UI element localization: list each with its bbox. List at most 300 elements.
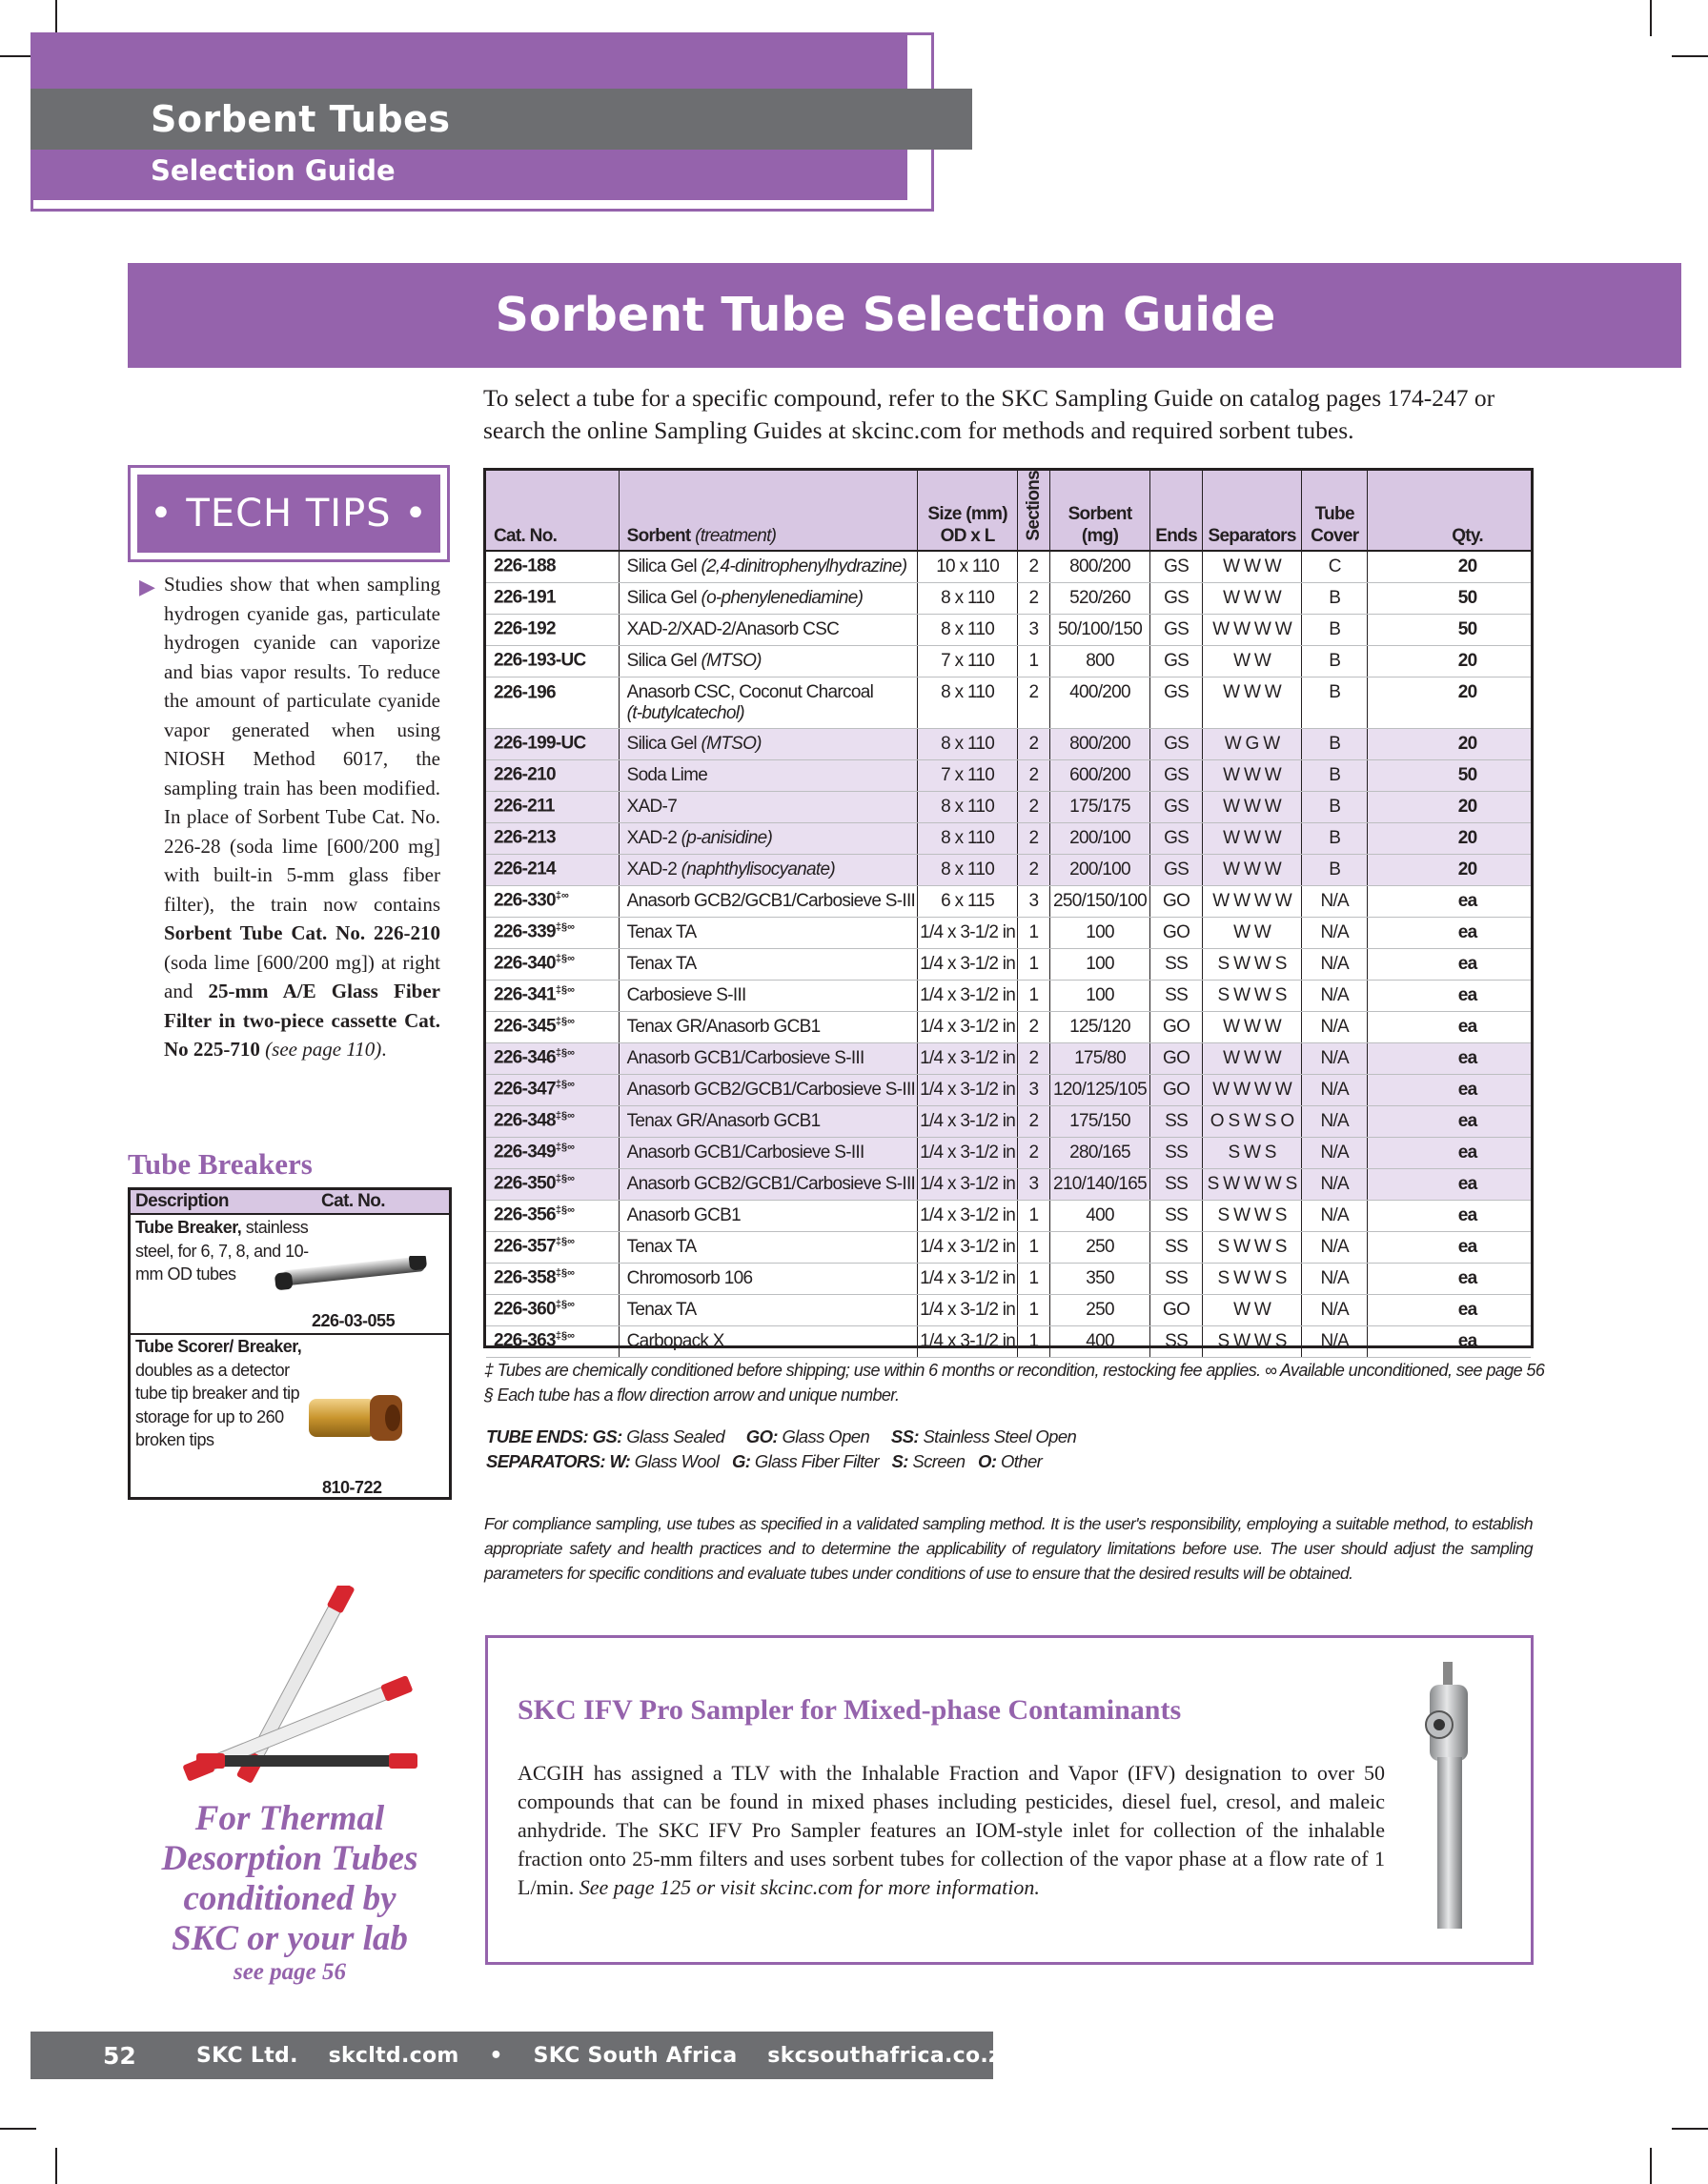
cat-no-cell [486, 822, 619, 854]
table-row [486, 614, 1531, 645]
cat-no: 226-357 [494, 1236, 556, 1257]
sorbent-treatment: (o-phenylenediamine) [701, 587, 864, 608]
qty: ea [1457, 1236, 1477, 1257]
tube-cover: N/A [1320, 1204, 1350, 1225]
cat-no: 226-192 [494, 618, 556, 639]
qty: ea [1457, 921, 1477, 942]
sections-cell [1018, 645, 1050, 677]
header-separators: Separators [1202, 471, 1302, 551]
qty: ea [1457, 1330, 1477, 1351]
sorbent-cell [619, 822, 918, 854]
thermal-page-ref: see page 56 [233, 1959, 347, 1985]
sorbent-name: Anasorb GCB1/Carbosieve S-III [626, 1142, 864, 1163]
sorbent-name: Carbosieve S-III [626, 984, 746, 1005]
sorbent-name: Anasorb CSC, Coconut Charcoal [626, 681, 874, 702]
cat-no: 226-347 [494, 1079, 556, 1100]
sections: 3 [1028, 1079, 1039, 1100]
cat-no: 226-358 [494, 1267, 556, 1288]
sections: 1 [1028, 984, 1039, 1005]
ifv-sampler-image [1420, 1662, 1477, 1934]
ifv-page-ref: See page 125 or visit skcinc.com for more information. [579, 1875, 1040, 1899]
ends: GO [1163, 1047, 1190, 1068]
cat-no-cell [486, 1200, 619, 1231]
item-desc: doubles as a detector tube tip breaker and tip storage for up to 260 broken tips [135, 1360, 300, 1449]
separators-cell [1202, 728, 1302, 759]
separators-cell [1202, 1168, 1302, 1200]
sorbent-cell [619, 614, 918, 645]
size: 8 x 110 [941, 859, 995, 880]
thermal-desorption-tubes-image [162, 1586, 438, 1786]
table-row [486, 1042, 1531, 1074]
table-row [486, 822, 1531, 854]
tube-cover-cell [1302, 582, 1368, 614]
ends: GS [1164, 733, 1190, 754]
separators: O S W S O [1210, 1110, 1294, 1131]
cat-no-cell [486, 645, 619, 677]
sorbent-mg-cell [1049, 917, 1150, 948]
size: 7 x 110 [941, 764, 995, 785]
header-ends: Ends [1150, 471, 1202, 551]
tip-text: Studies show that when sampling hydrogen cyanide gas, particulate hydrogen cyanide can vaporize and bias vapor results. To reduce the amount of particulate cyanide vapor generated when using NIOSH Method 6017, the sampling train has been modified. In place of Sorbent Tube Cat. No. 226-28 (soda lime [600/200 mg] with built-in 5-mm glass fiber filter), the train now contains [164, 573, 440, 916]
ends: SS [1165, 1330, 1189, 1351]
sections: 1 [1028, 921, 1039, 942]
separators: S W W W S [1207, 1173, 1297, 1194]
tube-cover-cell [1302, 1042, 1368, 1074]
header-note: (treatment) [695, 525, 777, 546]
tube-cover-cell [1302, 1105, 1368, 1137]
sorbent-mg-cell [1049, 582, 1150, 614]
sections: 2 [1028, 1016, 1039, 1037]
footnote-flow-arrow: § Each tube has a flow direction arrow and unique number. [484, 1385, 900, 1405]
separators: S W W S [1217, 1236, 1287, 1257]
ends-cell [1150, 1231, 1202, 1263]
table-row [486, 854, 1531, 885]
ends-cell [1150, 1263, 1202, 1294]
cat-no-marks: ‡§∞ [555, 1016, 575, 1028]
legend-text: Glass Sealed [621, 1426, 746, 1446]
sections-cell [1018, 980, 1050, 1011]
bullet-arrow-icon: ▶ [139, 575, 155, 598]
qty: ea [1457, 1110, 1477, 1131]
cat-no-cell [486, 854, 619, 885]
sorbent-mg-cell [1049, 645, 1150, 677]
cat-no-marks: ‡§∞ [555, 1236, 575, 1248]
sorbent-cell [619, 948, 918, 980]
ends: GS [1164, 796, 1190, 817]
cat-no-marks: ‡§∞ [555, 1142, 575, 1154]
separators-cell [1202, 1200, 1302, 1231]
sorbent-name: Tenax TA [626, 953, 697, 974]
sorbent-mg-cell [1049, 948, 1150, 980]
cat-no: 226-339 [494, 921, 556, 942]
ends: GS [1164, 827, 1190, 848]
table-row [486, 1231, 1531, 1263]
sorbent-cell [619, 1042, 918, 1074]
tip-text: . [381, 1038, 387, 1061]
header-text: Cover [1311, 525, 1359, 546]
qty: 20 [1457, 650, 1477, 671]
qty-cell [1368, 614, 1531, 645]
cat-no: 226-349 [494, 1142, 556, 1163]
sorbent-name: Chromosorb 106 [626, 1267, 753, 1288]
qty-cell [1368, 582, 1531, 614]
sorbent-mg-cell [1049, 759, 1150, 791]
separators-cell [1202, 791, 1302, 822]
qty-cell [1368, 948, 1531, 980]
separators: W W W W [1212, 890, 1291, 911]
separators-cell [1202, 1263, 1302, 1294]
separators-cell [1202, 677, 1302, 728]
tube-cover: N/A [1320, 953, 1350, 974]
ends: GO [1163, 1299, 1190, 1320]
ends-cell [1150, 677, 1202, 728]
size-cell [918, 854, 1018, 885]
tube-cover-cell [1302, 551, 1368, 583]
tube-cover-cell [1302, 1200, 1368, 1231]
sorbent-cell [619, 1200, 918, 1231]
header-text: Size (mm) [927, 503, 1007, 524]
sections-cell [1018, 822, 1050, 854]
sorbent-mg: 210/140/165 [1053, 1173, 1147, 1194]
ends: GS [1164, 681, 1190, 702]
tube-cover-cell [1302, 791, 1368, 822]
size: 1/4 x 3-1/2 in [920, 1047, 1016, 1068]
qty: ea [1457, 1204, 1477, 1225]
sorbent-treatment: (t-butylcatechol) [626, 702, 744, 723]
sorbent-mg-cell [1049, 1105, 1150, 1137]
sections-cell [1018, 1042, 1050, 1074]
tube-cover: B [1329, 764, 1341, 785]
sorbent-mg: 250 [1086, 1236, 1114, 1257]
sections-cell [1018, 885, 1050, 917]
crop-mark [1650, 0, 1652, 36]
size: 8 x 110 [941, 681, 995, 702]
size: 8 x 110 [941, 796, 995, 817]
size: 1/4 x 3-1/2 in [920, 1142, 1016, 1163]
ends-cell [1150, 1294, 1202, 1325]
separators-cell [1202, 1011, 1302, 1042]
ends: GO [1163, 1079, 1190, 1100]
tube-cover-cell [1302, 885, 1368, 917]
sorbent-name: Tenax TA [626, 1236, 697, 1257]
cat-no: 226-193-UC [494, 650, 586, 671]
crop-mark [55, 2148, 57, 2184]
tube-cover: N/A [1320, 984, 1350, 1005]
separators: W W W [1223, 796, 1282, 817]
table-row [486, 1200, 1531, 1231]
size-cell [918, 759, 1018, 791]
ends: GS [1164, 650, 1190, 671]
tube-cover-cell [1302, 759, 1368, 791]
sorbent-mg: 175/150 [1069, 1110, 1130, 1131]
sections-cell [1018, 1105, 1050, 1137]
separators-cell [1202, 885, 1302, 917]
cat-no-cell [486, 1042, 619, 1074]
col-description: Description [135, 1191, 229, 1211]
table-row [486, 917, 1531, 948]
sorbent-mg: 400 [1086, 1204, 1114, 1225]
ends: SS [1165, 1110, 1189, 1131]
size-cell [918, 917, 1018, 948]
separators-cell [1202, 1231, 1302, 1263]
size-cell [918, 1137, 1018, 1168]
tube-cover-cell [1302, 1325, 1368, 1357]
sections-cell [1018, 1074, 1050, 1105]
ifv-text: ACGIH has assigned a TLV with the Inhalable Fraction and Vapor (IFV) designation to over 50 compounds that can be found in mixed phases including pesticides, diesel fuel, cresol, and maleic anhydride. The SKC IFV Pro Sampler features an IOM-style inlet for collection of the inhalable fraction onto 25-mm filters and uses sorbent tubes for collection of the vapor phase at a flow rate of 1 L/min. [518, 1761, 1385, 1899]
sorbent-cell [619, 1105, 918, 1137]
tube-cover-cell [1302, 980, 1368, 1011]
cat-no: 226-191 [494, 587, 556, 608]
footnote-conditioned: ‡ Tubes are chemically conditioned before shipping; use within 6 months or recondition, restocking fee applies. ∞ Available unconditioned, see page 56 [484, 1361, 1545, 1380]
separators-cell [1202, 1074, 1302, 1105]
sorbent-cell [619, 1137, 918, 1168]
ends-cell [1150, 917, 1202, 948]
sorbent-mg: 350 [1086, 1267, 1114, 1288]
tube-cover-cell [1302, 854, 1368, 885]
ends: GS [1164, 618, 1190, 639]
qty: ea [1457, 1047, 1477, 1068]
sorbent-name: XAD-2 [626, 859, 678, 880]
sorbent-name: Carbopack X [626, 1330, 724, 1351]
cat-no-marks: ‡§∞ [555, 1047, 575, 1060]
qty-cell [1368, 980, 1531, 1011]
cat-no-cell [486, 1294, 619, 1325]
tube-cover-cell [1302, 1168, 1368, 1200]
sorbent-mg: 280/165 [1069, 1142, 1130, 1163]
crop-mark [1672, 55, 1708, 57]
separators: W G W [1224, 733, 1280, 754]
cat-no: 226-196 [494, 681, 556, 702]
sorbent-mg-cell [1049, 1294, 1150, 1325]
tube-cover: N/A [1320, 890, 1350, 911]
ends: SS [1165, 1173, 1189, 1194]
callout-line: Desorption Tubes [161, 1839, 418, 1878]
tube-cover-cell [1302, 1011, 1368, 1042]
tip-bold-text: Sorbent Tube Cat. No. 226-210 [164, 921, 440, 944]
sorbent-name: Silica Gel [626, 650, 697, 671]
sorbent-name: Tenax GR/Anasorb GCB1 [626, 1110, 821, 1131]
sections: 1 [1028, 953, 1039, 974]
ends-cell [1150, 1168, 1202, 1200]
table-row [486, 948, 1531, 980]
separators: W W W [1223, 827, 1282, 848]
sorbent-mg: 200/100 [1069, 827, 1130, 848]
sorbent-mg-cell [1049, 1168, 1150, 1200]
separators-legend [486, 1451, 1042, 1472]
sections: 2 [1028, 587, 1039, 608]
cat-no-marks: ‡∞ [555, 890, 569, 902]
header-text: (mg) [1081, 525, 1119, 546]
table-row [486, 791, 1531, 822]
qty-cell [1368, 822, 1531, 854]
table-row [486, 1325, 1531, 1357]
qty-cell [1368, 1105, 1531, 1137]
sorbent-mg: 100 [1086, 953, 1114, 974]
tube-cover: N/A [1320, 1110, 1350, 1131]
cat-no: 226-214 [494, 859, 556, 880]
sections: 3 [1028, 890, 1039, 911]
sorbent-cell [619, 980, 918, 1011]
cat-no: 226-360 [494, 1299, 556, 1320]
tube-cover-cell [1302, 917, 1368, 948]
tube-cover: N/A [1320, 921, 1350, 942]
table-row [486, 582, 1531, 614]
size-cell [918, 822, 1018, 854]
separators: W W W [1223, 764, 1282, 785]
separators-cell [1202, 854, 1302, 885]
table-row [486, 1074, 1531, 1105]
separators: S W W S [1217, 1204, 1287, 1225]
table-row [486, 1294, 1531, 1325]
separators-cell [1202, 759, 1302, 791]
sections: 2 [1028, 1142, 1039, 1163]
sections-cell [1018, 1294, 1050, 1325]
tube-cover-cell [1302, 948, 1368, 980]
size-cell [918, 1074, 1018, 1105]
qty-cell [1368, 1011, 1531, 1042]
qty-cell [1368, 885, 1531, 917]
sections: 2 [1028, 733, 1039, 754]
crop-mark [55, 0, 57, 36]
cat-no-marks: ‡§∞ [555, 1267, 575, 1280]
sorbent-mg: 400 [1086, 1330, 1114, 1351]
qty: ea [1457, 890, 1477, 911]
separators: W W [1233, 650, 1271, 671]
sorbent-mg-cell [1049, 1200, 1150, 1231]
cat-no-marks: ‡§∞ [555, 1299, 575, 1311]
header-size [918, 471, 1018, 551]
footer-contact: SKC Ltd. skcltd.com • SKC South Africa skcsouthafrica.co.za [196, 2044, 1016, 2068]
ends-cell [1150, 885, 1202, 917]
sorbent-cell [619, 1074, 918, 1105]
table-row [486, 1105, 1531, 1137]
tube-cover-cell [1302, 1074, 1368, 1105]
sorbent-mg: 175/80 [1074, 1047, 1126, 1068]
sorbent-cell [619, 1263, 918, 1294]
legend-text: Screen [907, 1451, 979, 1471]
table-row [486, 645, 1531, 677]
separators: W W W [1223, 587, 1282, 608]
size-cell [918, 728, 1018, 759]
sorbent-mg-cell [1049, 1325, 1150, 1357]
qty-cell [1368, 1200, 1531, 1231]
size: 1/4 x 3-1/2 in [920, 1267, 1016, 1288]
separators: S W W S [1217, 1330, 1287, 1351]
legend-label: GO: [745, 1426, 778, 1446]
crop-mark [1672, 2128, 1708, 2130]
ends: GO [1163, 1016, 1190, 1037]
ends: SS [1165, 1236, 1189, 1257]
sorbent-mg-cell [1049, 980, 1150, 1011]
ends: GS [1164, 859, 1190, 880]
sections: 1 [1028, 1236, 1039, 1257]
ends: GO [1163, 921, 1190, 942]
size: 7 x 110 [941, 650, 995, 671]
sections-cell [1018, 1200, 1050, 1231]
separators: S W W S [1217, 953, 1287, 974]
qty-cell [1368, 1042, 1531, 1074]
sorbent-cell [619, 645, 918, 677]
sorbent-cell [619, 917, 918, 948]
cat-no-cell [486, 1231, 619, 1263]
sorbent-mg: 100 [1086, 921, 1114, 942]
separators-cell [1202, 1137, 1302, 1168]
size: 1/4 x 3-1/2 in [920, 1204, 1016, 1225]
qty: 20 [1457, 796, 1477, 817]
header-text: Sorbent [1068, 503, 1132, 524]
cat-no: 226-345 [494, 1016, 556, 1037]
selection-table [486, 471, 1531, 1358]
header-text: Sections [1023, 471, 1044, 541]
cat-no-cell [486, 1074, 619, 1105]
separators: W W W [1223, 556, 1282, 576]
qty-cell [1368, 1168, 1531, 1200]
separators: W W [1233, 1299, 1271, 1320]
separators-cell [1202, 948, 1302, 980]
tube-cover-cell [1302, 728, 1368, 759]
sections: 2 [1028, 827, 1039, 848]
ifv-title: SKC IFV Pro Sampler for Mixed-phase Contaminants [518, 1694, 1182, 1726]
tip-page-ref: (see page 110) [265, 1038, 382, 1061]
ends-cell [1150, 582, 1202, 614]
separators: W W W W [1212, 618, 1291, 639]
sorbent-name: XAD-7 [626, 796, 678, 817]
size-cell [918, 677, 1018, 728]
sections-cell [1018, 582, 1050, 614]
ends-cell [1150, 551, 1202, 583]
sorbent-name: XAD-2/XAD-2/Anasorb CSC [626, 618, 840, 639]
sorbent-name: XAD-2 [626, 827, 678, 848]
page-title: Sorbent Tube Selection Guide [495, 288, 1276, 342]
tube-breaker-image [271, 1256, 433, 1290]
sorbent-cell [619, 1325, 918, 1357]
sorbent-treatment: (MTSO) [701, 733, 762, 754]
cat-no: 226-356 [494, 1204, 556, 1225]
size: 1/4 x 3-1/2 in [920, 953, 1016, 974]
intro-paragraph: To select a tube for a specific compound, refer to the SKC Sampling Guide on catalog pages 174-247 or search the online Sampling Guides at skcinc.com for methods and required sorbent tubes. [483, 384, 1495, 444]
sections-cell [1018, 551, 1050, 583]
qty-cell [1368, 854, 1531, 885]
tube-cover-cell [1302, 614, 1368, 645]
ends: GS [1164, 556, 1190, 576]
cat-no: 226-350 [494, 1173, 556, 1194]
table-row [486, 551, 1531, 583]
ends-cell [1150, 948, 1202, 980]
tube-cover: B [1329, 587, 1341, 608]
ends: GS [1164, 587, 1190, 608]
separators: W W W [1223, 681, 1282, 702]
sorbent-mg-cell [1049, 854, 1150, 885]
legend-label: TUBE ENDS: GS: [486, 1426, 622, 1446]
sorbent-mg-cell [1049, 614, 1150, 645]
sorbent-mg-cell [1049, 1137, 1150, 1168]
size: 6 x 115 [941, 890, 995, 911]
cat-no-marks: ‡§∞ [555, 1110, 575, 1122]
sections: 1 [1028, 650, 1039, 671]
separators: S W S [1228, 1142, 1276, 1163]
size: 1/4 x 3-1/2 in [920, 1173, 1016, 1194]
legend-text: Glass Wool [630, 1451, 732, 1471]
separators-cell [1202, 822, 1302, 854]
header-qty: Qty. [1368, 471, 1531, 551]
cat-no: 226-188 [494, 556, 556, 576]
ends-cell [1150, 822, 1202, 854]
ifv-description [518, 1759, 1385, 1902]
item-name: Tube Scorer/ Breaker, [135, 1337, 302, 1356]
sorbent-name: Anasorb GCB1 [626, 1204, 741, 1225]
header-sections [1018, 471, 1050, 551]
sections: 2 [1028, 859, 1039, 880]
